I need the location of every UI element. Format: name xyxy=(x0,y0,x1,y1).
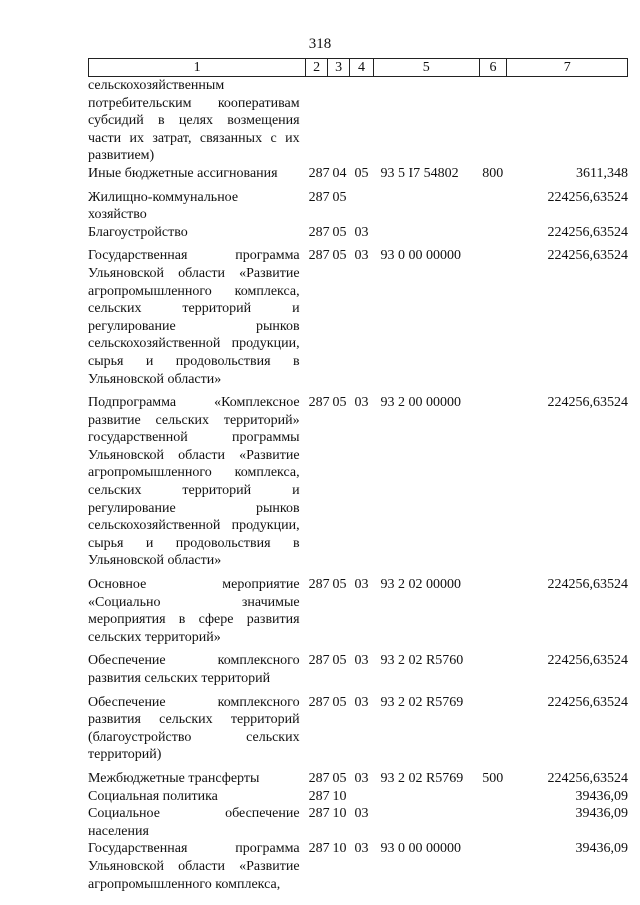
row-name: Жилищно-коммунальное хозяйство xyxy=(88,189,239,223)
row-amount: 3611,348 xyxy=(576,165,628,181)
row-target-article xyxy=(378,805,482,840)
header-col-6: 6 xyxy=(480,59,508,76)
row-code-admin: 287 xyxy=(308,694,330,710)
row-expense-type xyxy=(482,805,512,840)
row-expense-type xyxy=(482,840,512,893)
row-target-article: 93 2 02 R5769 xyxy=(380,694,464,710)
row-name: Подпрограмма «Комплексное развитие сельских территорий» государственной программы Ульяновской области «Развитие агропромышленного комплекса, сельских территорий и регулирование рынков сельскохозяйственной продукции, сырья и продовольствия в Ульяновской области» xyxy=(88,395,300,569)
table-row xyxy=(88,224,628,242)
row-expense-type: 500 xyxy=(482,770,504,786)
row-code-admin: 287 xyxy=(308,577,330,593)
row-name: Обеспечение комплексного развития сельских территорий xyxy=(88,653,300,686)
row-subsection: 03 xyxy=(354,770,369,786)
row-code-admin: 287 xyxy=(308,189,330,205)
row-section: 10 xyxy=(332,788,347,804)
row-section: 05 xyxy=(332,770,347,786)
row-amount: 224256,63524 xyxy=(547,189,628,205)
row-amount xyxy=(512,77,628,165)
row-expense-type: 800 xyxy=(482,165,504,181)
row-target-article: 93 0 00 00000 xyxy=(380,248,461,264)
row-name: Основное мероприятие «Социально значимые мероприятия в сфере развития сельских территорий» xyxy=(88,577,300,645)
row-target-article: 93 2 02 R5769 xyxy=(380,770,464,786)
row-amount: 224256,63524 xyxy=(547,395,628,411)
row-section: 04 xyxy=(332,165,347,181)
row-name: Благоустройство xyxy=(88,224,188,240)
row-code-admin: 287 xyxy=(308,248,330,264)
row-code-admin: 287 xyxy=(308,165,330,181)
row-subsection: 03 xyxy=(354,395,369,411)
row-name: Государственная программа Ульяновской области «Развитие агропромышленного комплекса, xyxy=(88,841,300,892)
row-name: Государственная программа Ульяновской области «Развитие агропромышленного комплекса, сельских территорий и регулирование рынков сельскохозяйственной продукции, сырья и продовольствия в Ульяновской области» xyxy=(88,248,300,387)
row-subsection xyxy=(355,189,379,224)
row-section: 05 xyxy=(332,577,347,593)
header-col-1: 1 xyxy=(89,59,306,76)
row-target-article xyxy=(378,788,482,806)
row-subsection: 03 xyxy=(354,694,369,710)
table-row xyxy=(88,805,628,840)
table-row xyxy=(88,165,628,183)
header-col-4: 4 xyxy=(350,59,374,76)
row-section: 10 xyxy=(332,806,347,822)
table-header xyxy=(88,58,628,77)
table-row xyxy=(88,694,628,764)
row-subsection xyxy=(355,788,379,806)
row-section: 05 xyxy=(332,224,347,240)
row-amount: 224256,63524 xyxy=(547,224,628,240)
row-expense-type xyxy=(482,394,512,570)
row-amount: 224256,63524 xyxy=(547,577,628,593)
row-target-article: 93 2 02 R5760 xyxy=(380,653,464,669)
row-target-article xyxy=(378,189,482,224)
row-section: 05 xyxy=(332,248,347,264)
row-section xyxy=(333,77,355,165)
row-expense-type xyxy=(482,694,512,764)
row-code-admin: 287 xyxy=(308,841,330,857)
row-code-admin: 287 xyxy=(308,788,330,804)
row-subsection: 03 xyxy=(354,806,369,822)
row-section: 05 xyxy=(332,395,347,411)
row-name: сельскохозяйственным потребительским кооперативам субсидий в целях возмещения части их затрат, связанных с их развитием) xyxy=(88,78,300,164)
row-subsection xyxy=(355,77,379,165)
table-body xyxy=(88,77,628,893)
row-target-article: 93 2 02 00000 xyxy=(380,577,461,593)
row-subsection: 03 xyxy=(354,248,369,264)
row-amount: 39436,09 xyxy=(575,841,628,857)
row-amount: 224256,63524 xyxy=(547,653,628,669)
row-section: 05 xyxy=(332,189,347,205)
header-col-7: 7 xyxy=(563,60,571,75)
row-subsection: 05 xyxy=(354,165,369,181)
row-section: 05 xyxy=(332,653,347,669)
table-row xyxy=(88,770,628,788)
budget-table xyxy=(88,58,628,899)
row-amount: 224256,63524 xyxy=(547,248,628,264)
table-row xyxy=(88,189,628,224)
row-subsection: 03 xyxy=(354,224,369,240)
table-row xyxy=(88,247,628,388)
row-expense-type xyxy=(482,224,512,242)
row-code-admin: 287 xyxy=(308,653,330,669)
table-row xyxy=(88,840,628,893)
row-expense-type xyxy=(482,189,512,224)
row-section: 10 xyxy=(332,841,347,857)
row-expense-type xyxy=(482,652,512,687)
row-section: 05 xyxy=(332,694,347,710)
table-row xyxy=(88,394,628,570)
row-amount: 39436,09 xyxy=(575,788,628,804)
row-target-article: 93 0 00 00000 xyxy=(380,841,461,857)
row-name: Иные бюджетные ассигнования xyxy=(88,165,278,181)
row-subsection: 03 xyxy=(354,577,369,593)
row-code-admin: 287 xyxy=(308,806,330,822)
table-row xyxy=(88,652,628,687)
row-subsection: 03 xyxy=(354,653,369,669)
row-code-admin: 287 xyxy=(308,224,330,240)
row-amount: 224256,63524 xyxy=(547,694,628,710)
row-name: Социальная политика xyxy=(88,788,218,804)
row-code-admin: 287 xyxy=(308,395,330,411)
header-col-3: 3 xyxy=(328,59,350,76)
row-code-admin xyxy=(306,77,333,165)
row-subsection: 03 xyxy=(354,841,369,857)
row-amount: 39436,09 xyxy=(575,806,628,822)
row-expense-type xyxy=(482,247,512,388)
row-target-article: 93 2 00 00000 xyxy=(380,395,461,411)
row-expense-type xyxy=(482,788,512,806)
row-code-admin: 287 xyxy=(308,770,330,786)
row-expense-type xyxy=(482,576,512,646)
row-name: Социальное обеспечение населения xyxy=(88,806,300,839)
table-row xyxy=(88,788,628,806)
header-col-5: 5 xyxy=(374,59,480,76)
table-row xyxy=(88,77,628,165)
row-target-article xyxy=(378,224,482,242)
row-name: Межбюджетные трансферты xyxy=(88,770,260,786)
row-expense-type xyxy=(482,77,512,165)
row-name: Обеспечение комплексного развития сельских территорий (благоустройство сельских территорий) xyxy=(88,694,300,763)
header-col-2: 2 xyxy=(306,59,328,76)
row-target-article: 93 5 I7 54802 xyxy=(380,165,459,181)
row-amount: 224256,63524 xyxy=(547,770,628,786)
row-target-article xyxy=(378,77,482,165)
page-number: 318 xyxy=(308,36,332,52)
table-row xyxy=(88,576,628,646)
